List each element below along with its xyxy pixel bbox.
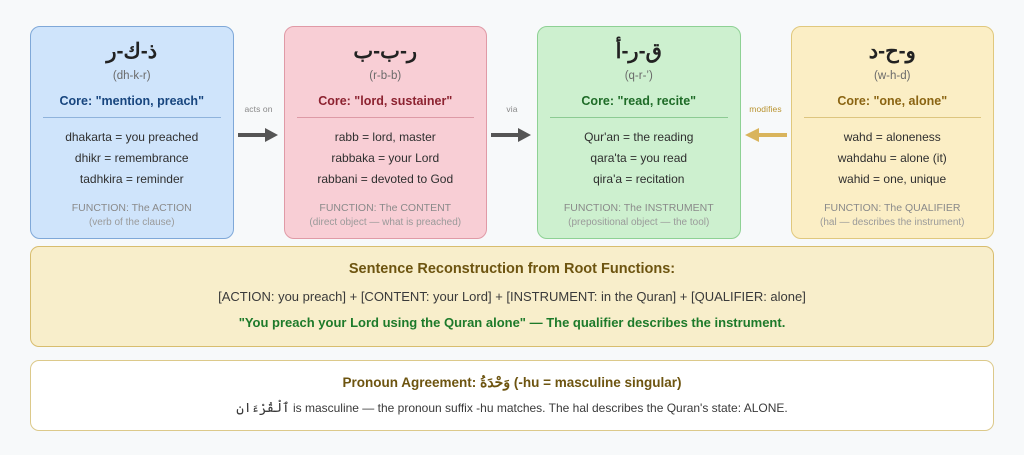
arrow-left-icon [745,126,787,144]
derivations-list [804,127,982,190]
root-arabic: ق-ر-أ [615,40,662,63]
connector-modifies [741,26,791,224]
root-function: FUNCTION: The INSTRUMENT [563,202,714,215]
pronoun-sub-arabic: ٱلْقُرْءَان [236,400,290,415]
root-core-meaning: Core: "lord, sustainer" [297,94,475,118]
derivation-item: qira'a = recitation [593,172,685,187]
pronoun-sub-text: is masculine — the pronoun suffix -hu matches. The hal describes the Quran's state: ALONE. [289,401,788,415]
root-cards-row [30,26,994,226]
root-card-q-r-hamza [537,26,741,239]
pronoun-agreement-panel [30,360,994,431]
root-transliteration: (w-h-d) [874,70,911,83]
reconstruction-formula: [ACTION: you preach] + [CONTENT: your Lord] + [INSTRUMENT: in the Quran] + [QUALIFIER: alone] [218,289,806,304]
pronoun-explanation [47,400,977,416]
derivation-item: rabb = lord, master [334,130,436,145]
derivations-list [43,127,221,190]
connector-label: via [506,104,518,114]
derivation-item: qara'ta = you read [590,151,688,166]
derivation-item: Qur'an = the reading [584,130,694,145]
derivation-item: rabbaka = your Lord [331,151,440,166]
root-transliteration: (q-r-’) [624,70,653,83]
connector-label: acts on [244,104,273,114]
pronoun-title-arabic: وَحْدَةُ [479,374,511,390]
derivations-list [297,127,475,190]
root-arabic: ر-ب-ب [353,40,418,63]
root-core-meaning: Core: "one, alone" [804,94,982,118]
root-arabic: و-ح-د [868,40,916,63]
arrow-right-icon [491,126,533,144]
derivation-item: tadhkira = reminder [79,172,184,187]
connector-acts-on [234,26,284,224]
derivation-item: dhakarta = you preached [65,130,199,145]
root-card-r-b-b [284,26,488,239]
pronoun-title-suffix: (-hu = masculine singular) [510,375,682,390]
connector-label: modifies [749,104,782,114]
root-transliteration: (r-b-b) [369,70,402,83]
derivation-item: rabbani = devoted to God [317,172,454,187]
root-card-dh-k-r [30,26,234,239]
root-core-meaning: Core: "mention, preach" [43,94,221,118]
connector-via [487,26,537,224]
reconstruction-conclusion: "You preach your Lord using the Quran alone" — The qualifier describes the instrument. [238,315,786,330]
root-function: FUNCTION: The ACTION [71,202,192,215]
root-transliteration: (dh-k-r) [112,70,151,83]
derivation-item: dhikr = remembrance [74,151,189,166]
sentence-reconstruction-panel [30,246,994,347]
root-card-w-h-d [791,26,995,239]
derivation-item: wahdahu = alone (it) [837,151,947,166]
root-function: FUNCTION: The QUALIFIER [824,202,961,215]
arrow-right-icon [238,126,280,144]
reconstruction-title: Sentence Reconstruction from Root Functions: [348,261,676,277]
root-function: FUNCTION: The CONTENT [319,202,452,215]
root-arabic: ذ-ك-ر [106,40,158,63]
root-function-note: (verb of the clause) [88,216,175,228]
pronoun-title-prefix: Pronoun Agreement: [342,375,480,390]
pronoun-title [47,374,977,391]
root-core-meaning: Core: "read, recite" [550,94,728,118]
derivation-item: wahid = one, unique [838,172,947,187]
root-function-note: (direct object — what is preached) [309,216,462,228]
derivations-list [550,127,728,190]
root-function-note: (prepositional object — the tool) [568,216,710,228]
root-function-note: (hal — describes the instrument) [819,216,965,228]
derivation-item: wahd = aloneness [843,130,941,145]
